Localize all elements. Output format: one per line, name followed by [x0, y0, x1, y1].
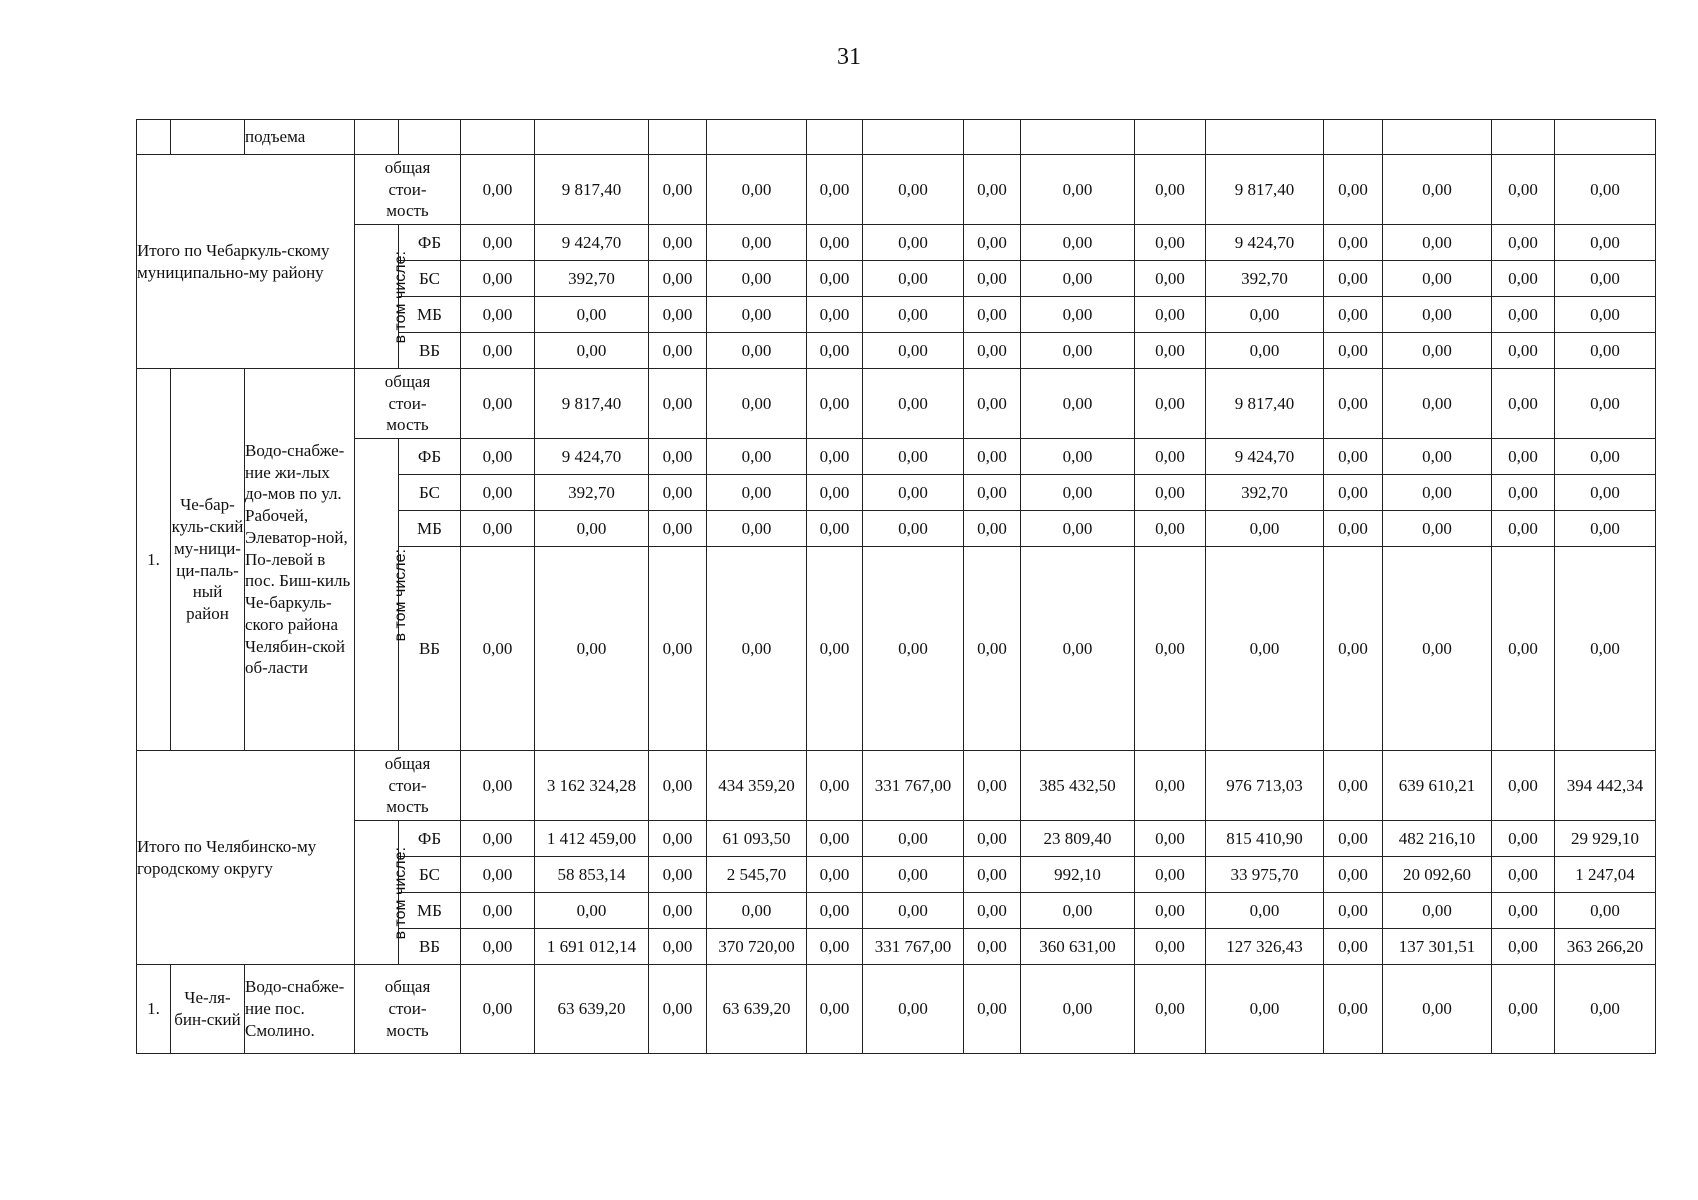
amount-cell: 0,00	[1492, 965, 1555, 1054]
amount-cell: 0,00	[1135, 475, 1206, 511]
amount-cell: 0,00	[649, 929, 707, 965]
amount-cell: 0,00	[1135, 369, 1206, 439]
amount-cell: 0,00	[461, 155, 535, 225]
amount-cell: 360 631,00	[1021, 929, 1135, 965]
amount-cell: 0,00	[807, 857, 863, 893]
amount-cell: 0,00	[649, 547, 707, 751]
amount-cell: 0,00	[1021, 297, 1135, 333]
amount-cell: 0,00	[1021, 965, 1135, 1054]
amount-cell: 0,00	[1324, 297, 1383, 333]
amount-cell: 0,00	[1555, 547, 1656, 751]
amount-cell: 0,00	[535, 893, 649, 929]
amount-cell: 0,00	[1383, 155, 1492, 225]
amount-cell: 20 092,60	[1383, 857, 1492, 893]
amount-cell: 0,00	[1492, 439, 1555, 475]
amount-cell: 0,00	[461, 333, 535, 369]
amount-cell: 0,00	[1492, 369, 1555, 439]
amount-cell: 0,00	[1324, 857, 1383, 893]
amount-cell: 370 720,00	[707, 929, 807, 965]
amount-cell: 0,00	[1555, 297, 1656, 333]
amount-cell: 0,00	[707, 225, 807, 261]
amount-cell: 1 412 459,00	[535, 821, 649, 857]
amount-cell: 0,00	[863, 511, 964, 547]
amount-cell: 0,00	[964, 821, 1021, 857]
amount-cell: 0,00	[649, 511, 707, 547]
amount-cell: 0,00	[807, 821, 863, 857]
amount-cell: 0,00	[1492, 333, 1555, 369]
amount-cell: 0,00	[707, 547, 807, 751]
amount-cell: 0,00	[1555, 333, 1656, 369]
amount-cell: 0,00	[1555, 369, 1656, 439]
amount-cell: 0,00	[1135, 929, 1206, 965]
amount-cell: 61 093,50	[707, 821, 807, 857]
amount-cell: 0,00	[1135, 333, 1206, 369]
amount-cell: 9 817,40	[535, 155, 649, 225]
amount-cell: 0,00	[707, 261, 807, 297]
amount-cell: 0,00	[807, 297, 863, 333]
amount-cell: 0,00	[461, 857, 535, 893]
amount-cell: 0,00	[1555, 225, 1656, 261]
amount-cell: 0,00	[863, 297, 964, 333]
amount-cell: 0,00	[1135, 547, 1206, 751]
amount-cell: 0,00	[1555, 261, 1656, 297]
amount-cell: 0,00	[1021, 547, 1135, 751]
amount-cell: 0,00	[1206, 965, 1324, 1054]
continuation-row	[137, 120, 1656, 155]
amount-cell: 127 326,43	[1206, 929, 1324, 965]
total-cost-label: общая стои- мость	[355, 369, 461, 439]
amount-cell: 0,00	[1555, 965, 1656, 1054]
amount-cell: 0,00	[1383, 475, 1492, 511]
amount-cell: 0,00	[964, 547, 1021, 751]
amount-cell: 0,00	[964, 155, 1021, 225]
amount-cell: 385 432,50	[1021, 751, 1135, 821]
amount-cell: 0,00	[863, 225, 964, 261]
budget-kind: МБ	[399, 511, 461, 547]
amount-cell: 482 216,10	[1383, 821, 1492, 857]
amount-cell: 0,00	[1021, 225, 1135, 261]
amount-cell: 0,00	[863, 155, 964, 225]
amount-cell: 1 247,04	[1555, 857, 1656, 893]
amount-cell: 0,00	[1492, 857, 1555, 893]
amount-cell: 9 424,70	[535, 225, 649, 261]
amount-cell: 0,00	[964, 297, 1021, 333]
amount-cell: 992,10	[1021, 857, 1135, 893]
amount-cell: 815 410,90	[1206, 821, 1324, 857]
amount-cell: 0,00	[1492, 297, 1555, 333]
amount-cell: 0,00	[649, 439, 707, 475]
amount-cell: 392,70	[535, 261, 649, 297]
amount-cell: 0,00	[1021, 893, 1135, 929]
total-cost-label: общая стои- мость	[355, 965, 461, 1054]
amount-cell: 0,00	[649, 297, 707, 333]
budget-kind: ВБ	[399, 333, 461, 369]
amount-cell: 0,00	[1206, 547, 1324, 751]
amount-cell: 2 545,70	[707, 857, 807, 893]
amount-cell: 0,00	[461, 965, 535, 1054]
amount-cell: 0,00	[1021, 261, 1135, 297]
amount-cell: 0,00	[649, 369, 707, 439]
budget-kind: БС	[399, 857, 461, 893]
budget-kind: ВБ	[399, 547, 461, 751]
amount-cell: 0,00	[964, 929, 1021, 965]
table-row	[137, 965, 1656, 1054]
budget-kind: БС	[399, 261, 461, 297]
amount-cell: 0,00	[1324, 439, 1383, 475]
amount-cell: 0,00	[964, 369, 1021, 439]
amount-cell: 0,00	[461, 929, 535, 965]
amount-cell: 137 301,51	[1383, 929, 1492, 965]
in-total-text: в том числе:	[391, 251, 409, 344]
amount-cell: 0,00	[1135, 821, 1206, 857]
amount-cell: 0,00	[1206, 893, 1324, 929]
amount-cell: 0,00	[707, 439, 807, 475]
amount-cell: 0,00	[863, 261, 964, 297]
amount-cell: 0,00	[1324, 261, 1383, 297]
amount-cell: 0,00	[1324, 929, 1383, 965]
amount-cell: 0,00	[807, 333, 863, 369]
amount-cell: 0,00	[1324, 155, 1383, 225]
amount-cell: 434 359,20	[707, 751, 807, 821]
amount-cell: 0,00	[707, 155, 807, 225]
amount-cell: 0,00	[807, 155, 863, 225]
amount-cell: 0,00	[1324, 893, 1383, 929]
amount-cell: 0,00	[964, 893, 1021, 929]
amount-cell: 3 162 324,28	[535, 751, 649, 821]
amount-cell: 0,00	[964, 857, 1021, 893]
continuation-text: подъема	[245, 120, 355, 155]
amount-cell: 0,00	[964, 261, 1021, 297]
budget-kind: ВБ	[399, 929, 461, 965]
amount-cell: 0,00	[649, 751, 707, 821]
amount-cell: 0,00	[807, 893, 863, 929]
amount-cell: 0,00	[1383, 261, 1492, 297]
amount-cell: 0,00	[1135, 297, 1206, 333]
amount-cell: 0,00	[1383, 297, 1492, 333]
amount-cell: 0,00	[1324, 369, 1383, 439]
amount-cell: 0,00	[1021, 511, 1135, 547]
amount-cell: 0,00	[1492, 261, 1555, 297]
amount-cell: 0,00	[1492, 821, 1555, 857]
amount-cell: 23 809,40	[1021, 821, 1135, 857]
amount-cell: 0,00	[1206, 333, 1324, 369]
budget-kind: ФБ	[399, 225, 461, 261]
amount-cell: 0,00	[1206, 511, 1324, 547]
amount-cell: 0,00	[1324, 965, 1383, 1054]
amount-cell: 331 767,00	[863, 929, 964, 965]
amount-cell: 0,00	[1021, 369, 1135, 439]
amount-cell: 0,00	[1383, 511, 1492, 547]
amount-cell: 0,00	[807, 475, 863, 511]
amount-cell: 0,00	[1324, 475, 1383, 511]
amount-cell: 0,00	[863, 965, 964, 1054]
amount-cell: 0,00	[649, 225, 707, 261]
amount-cell: 0,00	[535, 297, 649, 333]
section-total-label: Итого по Челябинско-му городскому округу	[137, 751, 355, 965]
budget-table	[136, 119, 1656, 1054]
amount-cell: 0,00	[1555, 439, 1656, 475]
amount-cell: 0,00	[461, 225, 535, 261]
amount-cell: 0,00	[1324, 821, 1383, 857]
amount-cell: 0,00	[1555, 893, 1656, 929]
amount-cell: 0,00	[707, 893, 807, 929]
amount-cell: 0,00	[649, 261, 707, 297]
table-row	[137, 821, 1656, 857]
amount-cell: 0,00	[1135, 965, 1206, 1054]
amount-cell: 0,00	[707, 333, 807, 369]
page-number: 31	[837, 44, 861, 70]
amount-cell: 9 817,40	[1206, 155, 1324, 225]
amount-cell: 0,00	[1383, 547, 1492, 751]
in-total-label	[355, 439, 409, 751]
amount-cell: 0,00	[649, 821, 707, 857]
amount-cell: 0,00	[1135, 751, 1206, 821]
amount-cell: 0,00	[863, 333, 964, 369]
project-description: Водо-снабже-ние пос. Смолино.	[245, 965, 355, 1054]
amount-cell: 0,00	[535, 511, 649, 547]
amount-cell: 0,00	[461, 261, 535, 297]
amount-cell: 0,00	[535, 333, 649, 369]
amount-cell: 0,00	[1383, 893, 1492, 929]
amount-cell: 9 817,40	[535, 369, 649, 439]
total-cost-label: общая стои- мость	[355, 751, 461, 821]
amount-cell: 0,00	[1324, 225, 1383, 261]
section-total-label: Итого по Чебаркуль-скому муниципально-му району	[137, 155, 355, 369]
amount-cell: 0,00	[807, 369, 863, 439]
amount-cell: 0,00	[964, 751, 1021, 821]
amount-cell: 0,00	[1492, 929, 1555, 965]
amount-cell: 0,00	[649, 893, 707, 929]
amount-cell: 0,00	[1135, 511, 1206, 547]
amount-cell: 0,00	[649, 333, 707, 369]
amount-cell: 9 424,70	[535, 439, 649, 475]
amount-cell: 0,00	[964, 511, 1021, 547]
amount-cell: 0,00	[863, 439, 964, 475]
amount-cell: 0,00	[461, 893, 535, 929]
amount-cell: 0,00	[1135, 225, 1206, 261]
amount-cell: 0,00	[1492, 547, 1555, 751]
amount-cell: 0,00	[1383, 369, 1492, 439]
amount-cell: 0,00	[461, 297, 535, 333]
amount-cell: 0,00	[1383, 965, 1492, 1054]
amount-cell: 0,00	[807, 547, 863, 751]
amount-cell: 0,00	[707, 297, 807, 333]
budget-kind: МБ	[399, 893, 461, 929]
table-row	[137, 155, 1656, 225]
amount-cell: 0,00	[807, 511, 863, 547]
amount-cell: 0,00	[649, 965, 707, 1054]
amount-cell: 0,00	[964, 439, 1021, 475]
amount-cell: 0,00	[1135, 893, 1206, 929]
item-index: 1.	[137, 369, 171, 751]
amount-cell: 0,00	[461, 439, 535, 475]
amount-cell: 0,00	[1206, 297, 1324, 333]
amount-cell: 0,00	[1555, 155, 1656, 225]
amount-cell: 0,00	[1021, 155, 1135, 225]
budget-kind: МБ	[399, 297, 461, 333]
total-cost-label: общая стои- мость	[355, 155, 461, 225]
amount-cell: 0,00	[1135, 155, 1206, 225]
item-index: 1.	[137, 965, 171, 1054]
amount-cell: 0,00	[461, 751, 535, 821]
amount-cell: 0,00	[1555, 511, 1656, 547]
amount-cell: 0,00	[1383, 333, 1492, 369]
amount-cell: 0,00	[1324, 547, 1383, 751]
amount-cell: 0,00	[707, 511, 807, 547]
amount-cell: 0,00	[863, 369, 964, 439]
amount-cell: 392,70	[535, 475, 649, 511]
amount-cell: 0,00	[1021, 333, 1135, 369]
amount-cell: 0,00	[461, 821, 535, 857]
amount-cell: 0,00	[461, 547, 535, 751]
amount-cell: 0,00	[1135, 857, 1206, 893]
budget-kind: ФБ	[399, 821, 461, 857]
amount-cell: 363 266,20	[1555, 929, 1656, 965]
amount-cell: 0,00	[1492, 155, 1555, 225]
amount-cell: 0,00	[807, 261, 863, 297]
amount-cell: 0,00	[1324, 511, 1383, 547]
amount-cell: 33 975,70	[1206, 857, 1324, 893]
amount-cell: 0,00	[535, 547, 649, 751]
budget-kind: БС	[399, 475, 461, 511]
amount-cell: 0,00	[863, 475, 964, 511]
amount-cell: 29 929,10	[1555, 821, 1656, 857]
amount-cell: 0,00	[707, 369, 807, 439]
amount-cell: 392,70	[1206, 475, 1324, 511]
table-row	[137, 225, 1656, 261]
amount-cell: 976 713,03	[1206, 751, 1324, 821]
table-row	[137, 751, 1656, 821]
amount-cell: 392,70	[1206, 261, 1324, 297]
amount-cell: 9 424,70	[1206, 439, 1324, 475]
amount-cell: 0,00	[807, 225, 863, 261]
amount-cell: 58 853,14	[535, 857, 649, 893]
amount-cell: 394 442,34	[1555, 751, 1656, 821]
amount-cell: 1 691 012,14	[535, 929, 649, 965]
amount-cell: 0,00	[1021, 475, 1135, 511]
amount-cell: 0,00	[1555, 475, 1656, 511]
amount-cell: 9 424,70	[1206, 225, 1324, 261]
amount-cell: 0,00	[807, 751, 863, 821]
municipality-name: Че-ля-бин-ский	[171, 965, 245, 1054]
amount-cell: 0,00	[1324, 751, 1383, 821]
budget-kind: ФБ	[399, 439, 461, 475]
in-total-label	[355, 225, 409, 369]
amount-cell: 331 767,00	[863, 751, 964, 821]
amount-cell: 0,00	[964, 225, 1021, 261]
amount-cell: 63 639,20	[535, 965, 649, 1054]
amount-cell: 0,00	[461, 475, 535, 511]
amount-cell: 0,00	[1135, 439, 1206, 475]
amount-cell: 0,00	[964, 965, 1021, 1054]
amount-cell: 0,00	[649, 475, 707, 511]
table-row	[137, 439, 1656, 475]
project-description: Водо-снабже-ние жи-лых до-мов по ул. Рабочей, Элеватор-ной, По-левой в пос. Биш-киль Че-баркуль-ского района Челябин-ской об-ласти	[245, 369, 355, 751]
amount-cell: 0,00	[863, 821, 964, 857]
municipality-name: Че-бар-куль-ский му-ници-ци-паль-ный район	[171, 369, 245, 751]
amount-cell: 0,00	[964, 333, 1021, 369]
amount-cell: 0,00	[461, 369, 535, 439]
amount-cell: 0,00	[1492, 751, 1555, 821]
amount-cell: 0,00	[1383, 439, 1492, 475]
in-total-label	[355, 821, 409, 965]
in-total-text: в том числе:	[391, 549, 409, 642]
amount-cell: 9 817,40	[1206, 369, 1324, 439]
amount-cell: 0,00	[1492, 893, 1555, 929]
amount-cell: 0,00	[863, 857, 964, 893]
amount-cell: 0,00	[461, 511, 535, 547]
amount-cell: 0,00	[1492, 475, 1555, 511]
amount-cell: 0,00	[1021, 439, 1135, 475]
amount-cell: 0,00	[649, 155, 707, 225]
amount-cell: 0,00	[863, 547, 964, 751]
amount-cell: 0,00	[1492, 225, 1555, 261]
table-row	[137, 369, 1656, 439]
amount-cell: 0,00	[964, 475, 1021, 511]
amount-cell: 63 639,20	[707, 965, 807, 1054]
amount-cell: 0,00	[807, 965, 863, 1054]
amount-cell: 0,00	[1383, 225, 1492, 261]
in-total-text: в том числе:	[391, 847, 409, 940]
amount-cell: 0,00	[649, 857, 707, 893]
amount-cell: 0,00	[863, 893, 964, 929]
amount-cell: 639 610,21	[1383, 751, 1492, 821]
amount-cell: 0,00	[807, 439, 863, 475]
amount-cell: 0,00	[1492, 511, 1555, 547]
amount-cell: 0,00	[707, 475, 807, 511]
amount-cell: 0,00	[1324, 333, 1383, 369]
amount-cell: 0,00	[807, 929, 863, 965]
amount-cell: 0,00	[1135, 261, 1206, 297]
